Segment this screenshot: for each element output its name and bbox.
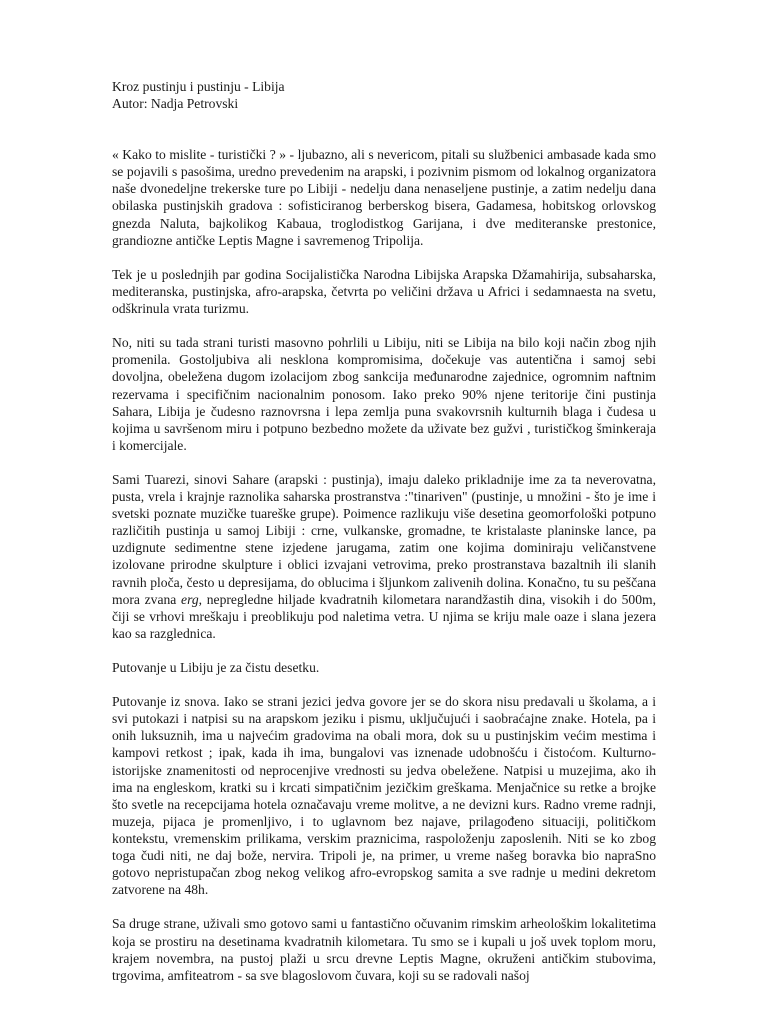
paragraph-4: Sami Tuarezi, sinovi Sahare (arapski : pustinja), imaju daleko prikladnije ime za ta neverovatna, pusta, vrela i krajnje raznolika saharska prostranstva :"tinariven" (pustinje, u množini - što je ime i svetski poznate muzičke tuareške grupe). Poimence razlikuju više desetina geomorfološki potpuno različitih pustinja u samoj Libiji : crne, vulkanske, gromadne, te kristalaste planinske lance, pa uzdignute sedimentne stene izjedene jarugama, zatim one kojima dominiraju veličanstvene izolovane prirodne skulpture i oblici izvajani vetrovima, preko prostranstava bazaltnih ili slanih ravnih ploča, često u depresijama, do oblucima i šljunkom zalivenih dolina. Konačno, tu su peščana mora zvana erg, nepregledne hiljade kvadratnih kilometara narandžastih dina, visokih i do 500m, čiji se vrhovi mreškaju i preoblikuju pod naletima vetra. U njima se kriju male oaze i slana jezera kao sa razglednica.: [112, 471, 656, 641]
paragraph-1: « Kako to mislite - turistički ? » - ljubazno, ali s nevericom, pitali su službenici ambasade kada smo se pojavili s pasošima, uredno prevedenim na arapski, i pozivnim pismom od lokalnog organizatora naše dvonedeljne trekerske ture po Libiji - nedelju dana nenaseljene pustinje, a zatim nedelju dana obilaska pustinjskih gradova : sofisticiranog berberskog bisera, Gadamesa, hobitskog orlovskog gnezda Naluta, bajkolikog Kabaua, troglodistkog Garijana, i dve mediteranske prestonice, grandiozne antičke Leptis Magne i savremenog Tripolija.: [112, 147, 656, 248]
paragraph-3: No, niti su tada strani turisti masovno pohrlili u Libiju, niti se Libija na bilo koji način zbog njih promenila. Gostoljubiva ali nesklona kompromisima, dočekuje vas autentična i samoj sebi dovoljna, obeležena dugom izolacijom zbog sankcija međunarodne zajednice, ogromnim naftnim rezervama i specifičnim nacionalnim ponosom. Iako preko 90% njene teritorije čini pustinja Sahara, Libija je čudesno raznovrsna i lepa zemlja puna svakovrsnih kulturnih blaga i čudesa u kojima u savršenom miru i potpuno bezbedno možete da uživate bez gužvi , turističkog šminkeraja i komercijale.: [112, 335, 656, 453]
paragraph-7: Sa druge strane, uživali smo gotovo sami u fantastično očuvanim rimskim arheološkim lokalitetima koja se prostiru na desetinama kvadratnih kilometara. Tu smo se i kupali u još uvek toplom moru, krajem novembra, na pustoj plaži u srcu drevne Leptis Magne, okruženi antičkim stubovima, trgovima, amfiteatrom - sa sve blagoslovom čuvara, koji su se radovali našoj: [112, 916, 656, 983]
paragraph-5: Putovanje u Libiju je za čistu desetku.: [112, 660, 320, 675]
paragraph-6: Putovanje iz snova. Iako se strani jezici jedva govore jer se do skora nisu predavali u školama, a i svi putokazi i natpisi su na arapskom jeziku i pismu, uključujući i saobraćajne znake. Hotela, pa i onih luksuznih, ima u najvećim gradovima na obali mora, dok su u pustinjskim većim mestima i kampovi retkost ; ipak, kada ih ima, bungalovi vas iznenade udobnošću i čistoćom. Kulturno-istorijske znamenitosti od neprocenjive vrednosti su jedva obeležene. Natpisi u muzejima, ako ih ima na engleskom, kratki su i krcati simpatičnim jezičkim greškama. Menjačnice su retke a brojke što svetle na recepcijama hotela označavaju vreme molitve, a ne devizni kurs. Radno vreme radnji, muzeja, pijaca je promenljivo, i to uglavnom bez najave, prilagođeno situaciji, političkom kontekstu, vremenskim prilikama, verskim praznicima, raspoloženju zaposlenih. Niti se ko zbog toga čudi niti, ne daj bože, nervira. Tripoli je, na primer, u vreme našeg boravka bio napraSno gotovo nepristupačan zbog nekog velikog afro-evropskog samita a sve radnje u medini dekretom zatvorene na 48h.: [112, 694, 656, 898]
document-header: [112, 78, 656, 112]
document-author: Autor: Nadja Petrovski: [112, 96, 239, 112]
document-page: [112, 78, 656, 1001]
paragraph-2: Tek je u poslednjih par godina Socijalistička Narodna Libijska Arapska Džamahirija, subsaharska, mediteranska, pustinjska, afro-arapska, četvrta po veličini država u Africi i sedamnaesta na svetu, odškrinula vrata turizmu.: [112, 266, 656, 317]
italic-term: erg: [181, 591, 199, 607]
document-title: Kroz pustinju i pustinju - Libija: [112, 79, 285, 94]
